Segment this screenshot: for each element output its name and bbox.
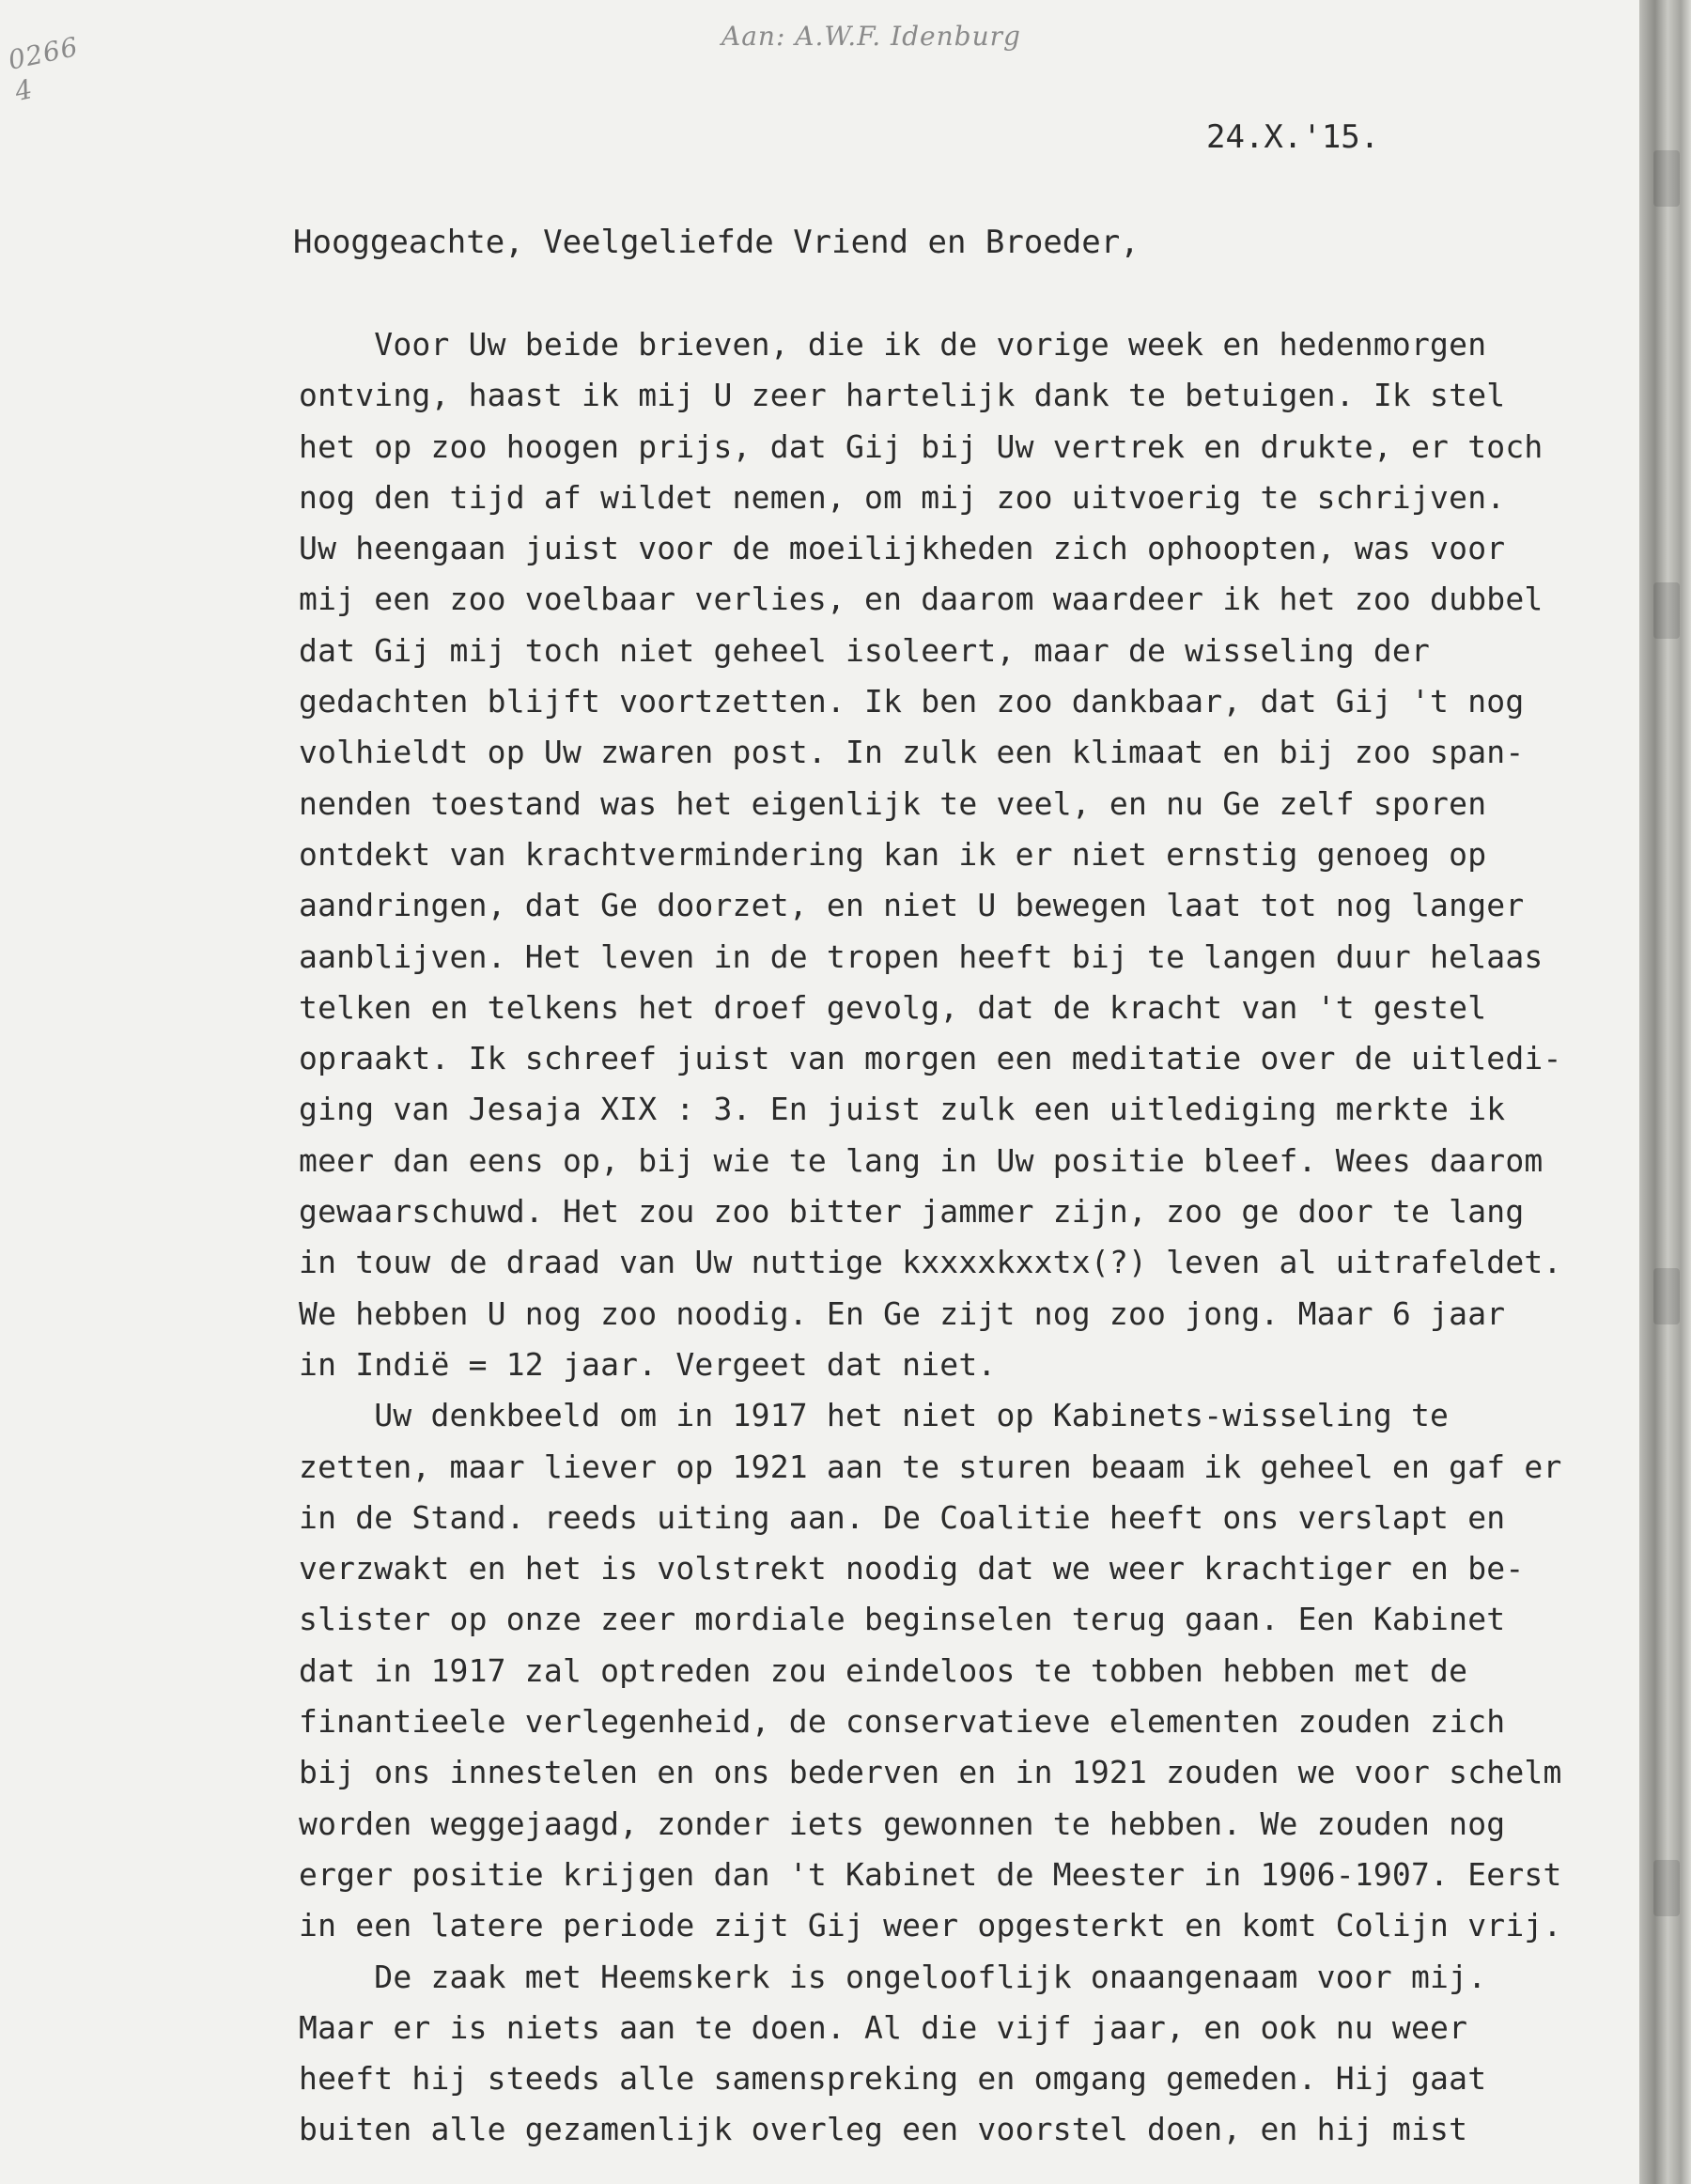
body-line: ging van Jesaja XIX : 3. En juist zulk een uitlediging merkte ik [299,1091,1506,1128]
body-line: volhieldt op Uw zwaren post. In zulk een klimaat en bij zoo span- [299,734,1525,771]
body-line: in Indië = 12 jaar. Vergeet dat niet. [299,1345,997,1383]
archive-number: 0266 [5,30,82,76]
body-line: opraakt. Ik schreef juist van morgen een meditatie over de uitledi- [299,1040,1562,1077]
body-line: nog den tijd af wildet nemen, om mij zoo uitvoerig te schrijven. [299,478,1506,516]
body-line: De zaak met Heemskerk is ongelooflijk onaangenaam voor mij. [299,1958,1487,1995]
body-line: finantieele verlegenheid, de conservatieve elementen zouden zich [299,1703,1506,1741]
letter-body [299,319,1642,2156]
body-line: aandringen, dat Ge doorzet, en niet U bewegen laat tot nog langer [299,887,1525,924]
edge-shadow [1653,1268,1680,1324]
body-line: telken en telkens het droef gevolg, dat de kracht van 't gestel [299,988,1487,1026]
body-line: buiten alle gezamenlijk overleg een voorstel doen, en hij mist [299,2111,1468,2148]
body-line: heeft hij steeds alle samenspreking en omgang gemeden. Hij gaat [299,2060,1487,2098]
body-line: in de Stand. reeds uiting aan. De Coalitie heeft ons verslapt en [299,1498,1506,1536]
body-line: erger positie krijgen dan 't Kabinet de Meester in 1906-1907. Eerst [299,1855,1562,1893]
body-line: meer dan eens op, bij wie te lang in Uw positie bleef. Wees daarom [299,1141,1544,1179]
body-line: bij ons innestelen en ons bederven en in 1921 zouden we voor schelm [299,1754,1562,1791]
body-line: aanblijven. Het leven in de tropen heeft bij te langen duur helaas [299,937,1544,975]
letter-salutation: Hooggeachte, Veelgeliefde Vriend en Broeder, [293,224,1140,261]
body-line: het op zoo hoogen prijs, dat Gij bij Uw vertrek en drukte, er toch [299,427,1544,465]
body-line: slister op onze zeer mordiale beginselen terug gaan. Een Kabinet [299,1601,1506,1638]
body-line: dat in 1917 zal optreden zou eindeloos te tobben hebben met de [299,1651,1468,1689]
edge-shadow [1653,1860,1680,1916]
page-binding-edge [1639,0,1691,2184]
body-line: worden weggejaagd, zonder iets gewonnen te hebben. We zouden nog [299,1805,1506,1842]
body-line: ontving, haast ik mij U zeer hartelijk dank te betuigen. Ik stel [299,377,1506,414]
archive-margin-note [6,31,88,107]
body-line: mij een zoo voelbaar verlies, en daarom waardeer ik het zoo dubbel [299,581,1544,618]
body-line: zetten, maar liever op 1921 aan te sturen beaam ik geheel en gaf er [299,1448,1562,1485]
body-line: in touw de draad van Uw nuttige kxxxxkxxtx(?) leven al uitrafeldet. [299,1244,1562,1281]
body-line: verzwakt en het is volstrekt noodig dat we weer krachtiger en be- [299,1550,1525,1588]
body-line: gedachten blijft voortzetten. Ik ben zoo dankbaar, dat Gij 't nog [299,683,1525,720]
body-line: gewaarschuwd. Het zou zoo bitter jammer zijn, zoo ge door te lang [299,1193,1525,1231]
handwritten-recipient-note: Aan: A.W.F. Idenburg [721,21,1021,52]
body-line: ontdekt van krachtvermindering kan ik er niet ernstig genoeg op [299,835,1487,873]
body-line: in een latere periode zijt Gij weer opgesterkt en komt Colijn vrij. [299,1907,1562,1944]
body-line: Uw heengaan juist voor de moeilijkheden zich ophoopten, was voor [299,530,1506,567]
letter-date: 24.X.'15. [1206,118,1380,156]
body-line: nenden toestand was het eigenlijk te veel, en nu Ge zelf sporen [299,784,1487,822]
body-line: Uw denkbeeld om in 1917 het niet op Kabinets-wisseling te [299,1397,1450,1434]
edge-shadow [1653,582,1680,639]
body-line: dat Gij mij toch niet geheel isoleert, maar de wisseling der [299,631,1431,669]
body-line: We hebben U nog zoo noodig. En Ge zijt nog zoo jong. Maar 6 jaar [299,1294,1506,1332]
archive-page-number: 4 [11,72,37,107]
body-line: Voor Uw beide brieven, die ik de vorige week en hedenmorgen [299,326,1487,363]
body-line: Maar er is niets aan te doen. Al die vijf jaar, en ook nu weer [299,2008,1468,2046]
edge-shadow [1653,150,1680,207]
